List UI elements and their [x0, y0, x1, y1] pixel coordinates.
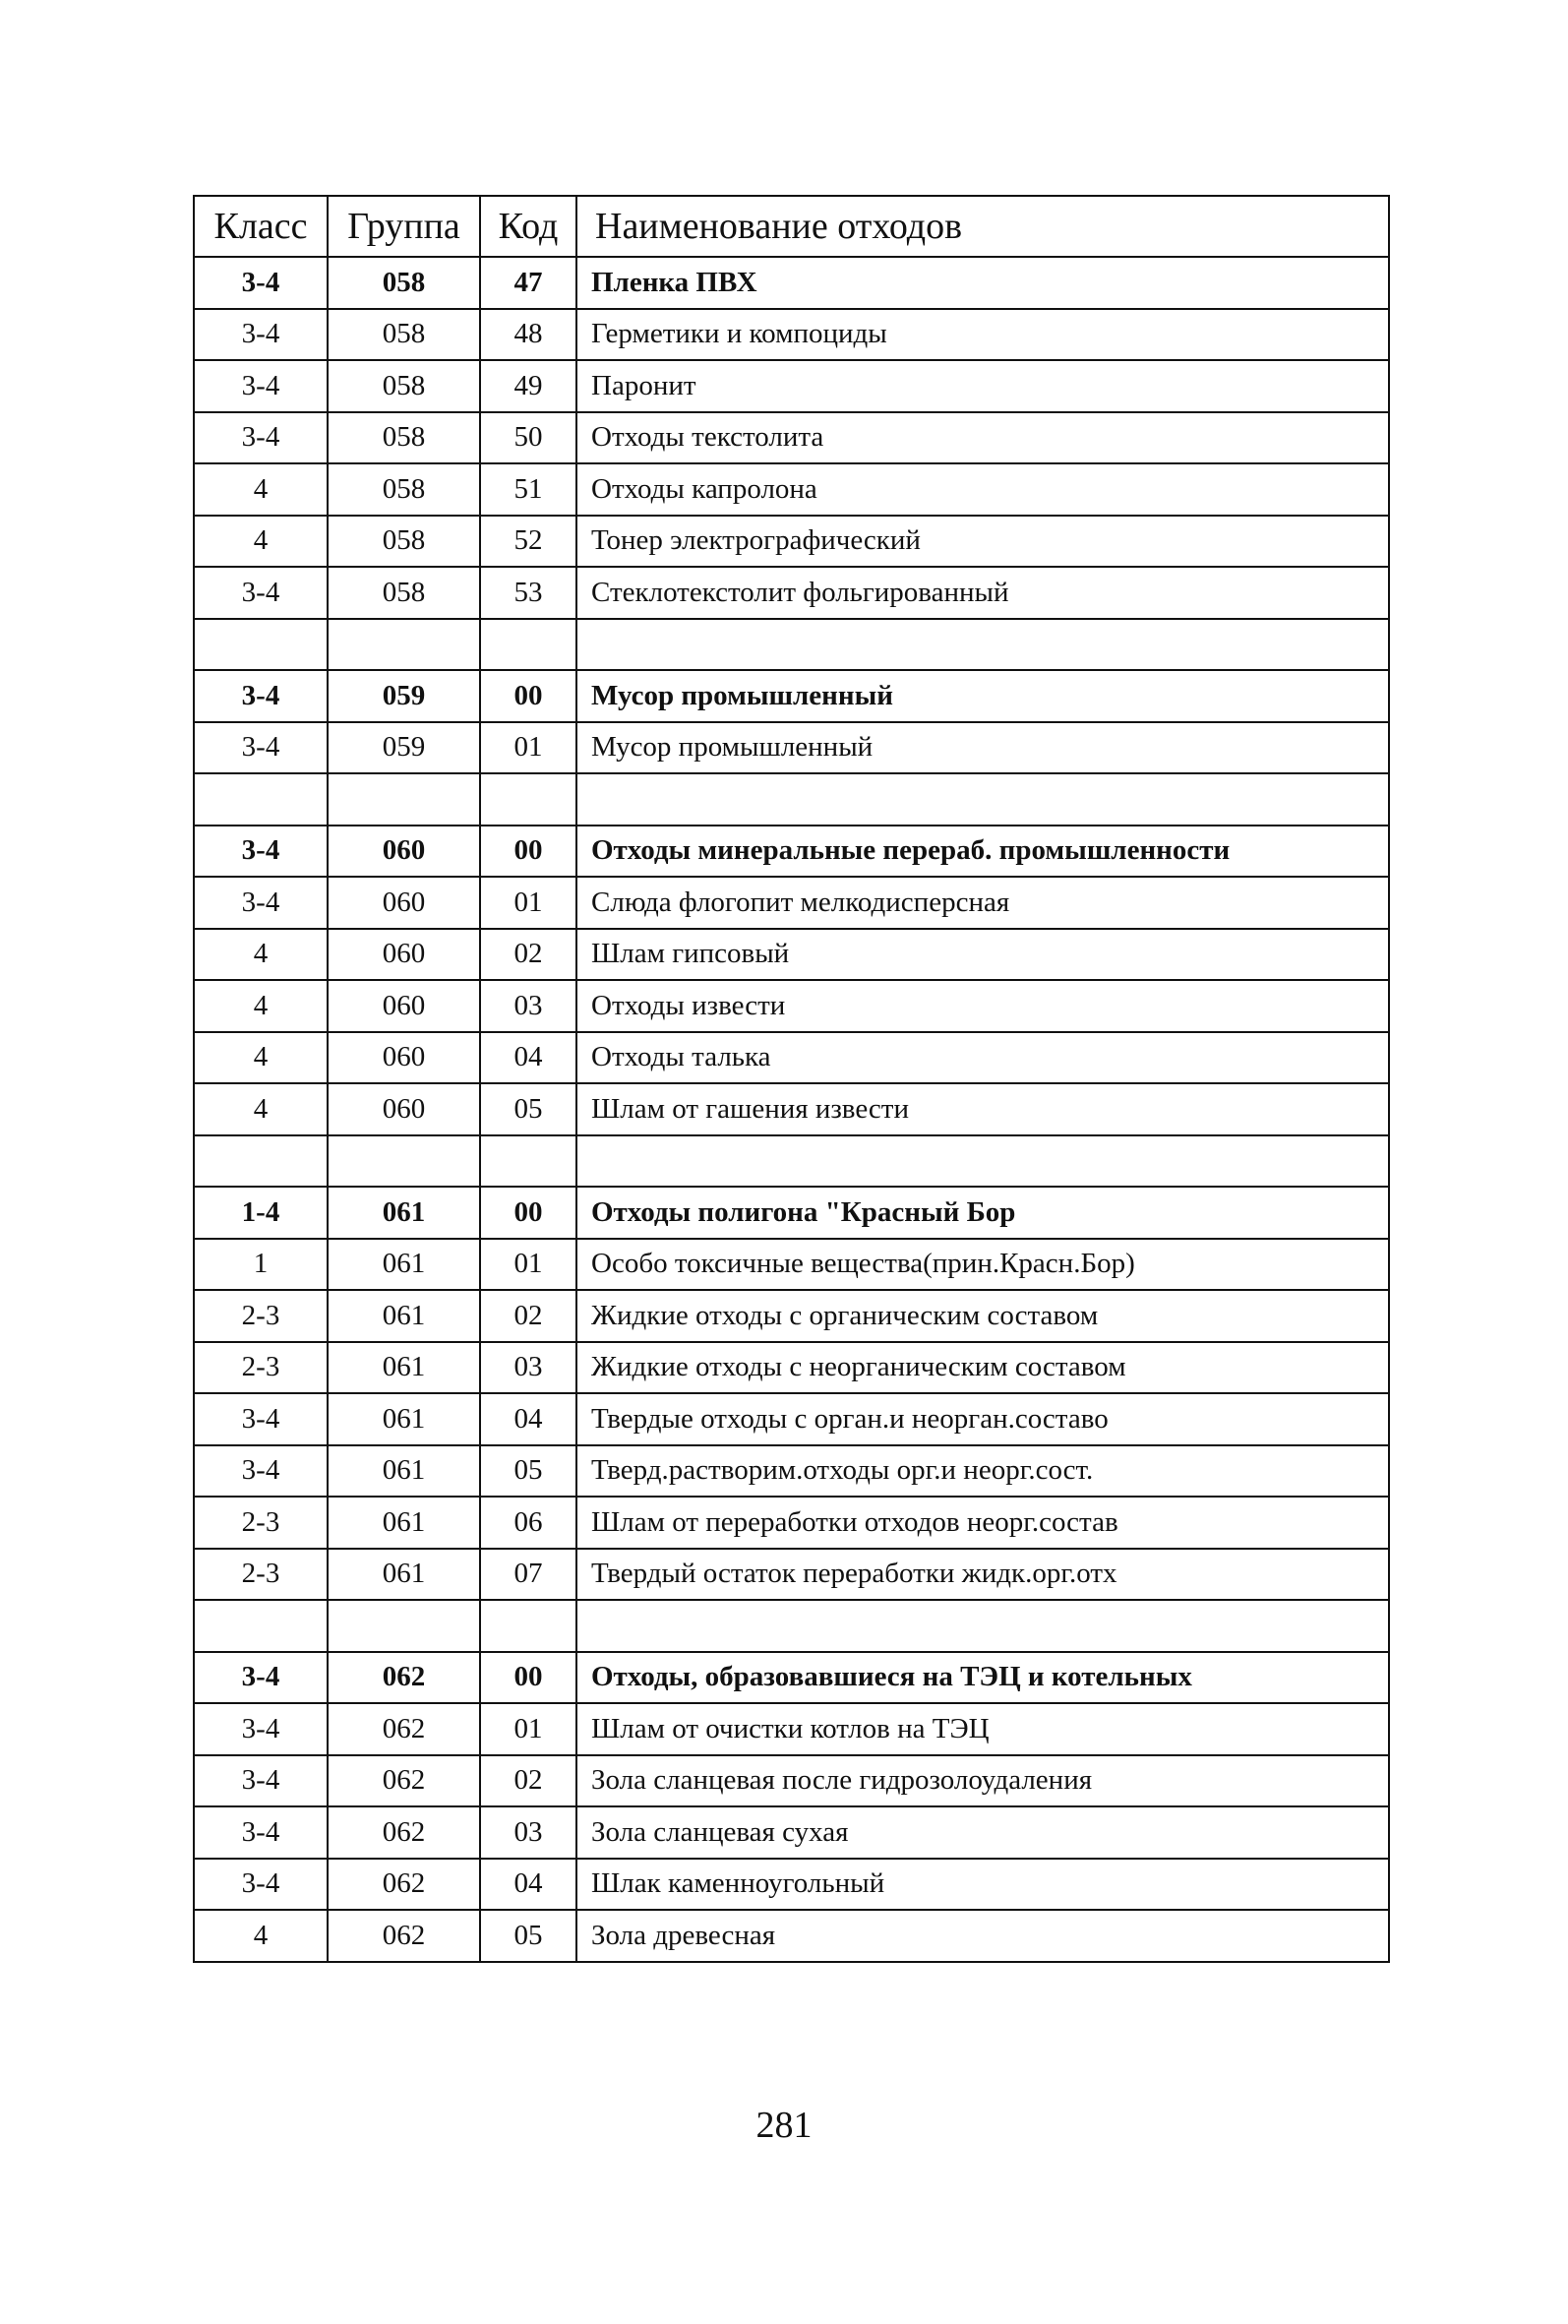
table-row: [194, 877, 1389, 929]
cell-name: Жидкие отходы с неорганическим составом: [576, 1342, 1389, 1394]
cell-code: 51: [480, 463, 576, 516]
cell-name: Шлам от очистки котлов на ТЭЦ: [576, 1703, 1389, 1755]
cell-code: 52: [480, 516, 576, 568]
table-row: [194, 412, 1389, 464]
cell-name: Мусор промышленный: [576, 670, 1389, 722]
table-row: [194, 929, 1389, 981]
cell-name: Шлам гипсовый: [576, 929, 1389, 981]
page-number: 281: [755, 2105, 813, 2146]
cell-group: 062: [328, 1806, 480, 1859]
cell-group: 061: [328, 1445, 480, 1498]
cell-class: 1: [194, 1239, 328, 1291]
cell-class: 3-4: [194, 1755, 328, 1807]
cell-class: 3-4: [194, 1393, 328, 1445]
cell-code: 04: [480, 1393, 576, 1445]
table-row: [194, 826, 1389, 878]
header-code: Код: [480, 196, 576, 257]
table-row: [194, 1445, 1389, 1498]
table-row: [194, 1135, 1389, 1188]
cell-code: 00: [480, 1652, 576, 1704]
cell-class: 2-3: [194, 1290, 328, 1342]
cell-name: [576, 1600, 1389, 1652]
cell-code: 02: [480, 1290, 576, 1342]
cell-name: Зола древесная: [576, 1910, 1389, 1962]
table-header: [194, 196, 1389, 257]
cell-code: 06: [480, 1497, 576, 1549]
cell-class: 3-4: [194, 567, 328, 619]
cell-code: 48: [480, 309, 576, 361]
cell-class: 3-4: [194, 1806, 328, 1859]
cell-class: 4: [194, 1032, 328, 1084]
cell-group: [328, 1135, 480, 1188]
cell-name: Паронит: [576, 360, 1389, 412]
header-name: Наименование отходов: [576, 196, 1389, 257]
cell-name: Тонер электрографический: [576, 516, 1389, 568]
cell-code: 05: [480, 1445, 576, 1498]
cell-name: Пленка ПВХ: [576, 257, 1389, 309]
cell-class: [194, 773, 328, 826]
cell-group: [328, 619, 480, 671]
cell-class: 3-4: [194, 670, 328, 722]
cell-name: Отходы текстолита: [576, 412, 1389, 464]
cell-class: 3-4: [194, 309, 328, 361]
cell-name: Отходы, образовавшиеся на ТЭЦ и котельных: [576, 1652, 1389, 1704]
cell-code: 05: [480, 1083, 576, 1135]
table-row: [194, 619, 1389, 671]
header-class: Класс: [194, 196, 328, 257]
cell-code: 07: [480, 1549, 576, 1601]
table-body: [194, 257, 1389, 1962]
cell-code: 03: [480, 1342, 576, 1394]
table-row: [194, 1859, 1389, 1911]
cell-group: 060: [328, 1083, 480, 1135]
cell-group: 058: [328, 567, 480, 619]
cell-group: [328, 1600, 480, 1652]
cell-class: [194, 619, 328, 671]
cell-class: 4: [194, 1910, 328, 1962]
cell-group: 062: [328, 1703, 480, 1755]
cell-class: 4: [194, 516, 328, 568]
cell-class: 4: [194, 463, 328, 516]
cell-code: [480, 619, 576, 671]
table-row: [194, 980, 1389, 1032]
cell-group: 062: [328, 1652, 480, 1704]
cell-code: 02: [480, 1755, 576, 1807]
cell-class: 3-4: [194, 1445, 328, 1498]
cell-code: 01: [480, 1239, 576, 1291]
cell-name: Жидкие отходы с органическим составом: [576, 1290, 1389, 1342]
table-row: [194, 360, 1389, 412]
cell-group: 060: [328, 826, 480, 878]
table-row: [194, 463, 1389, 516]
cell-name: Стеклотекстолит фольгированный: [576, 567, 1389, 619]
cell-class: 4: [194, 1083, 328, 1135]
cell-code: 01: [480, 722, 576, 774]
cell-name: Отходы капролона: [576, 463, 1389, 516]
cell-class: 3-4: [194, 1652, 328, 1704]
cell-group: 060: [328, 929, 480, 981]
cell-name: Зола сланцевая сухая: [576, 1806, 1389, 1859]
cell-class: 4: [194, 980, 328, 1032]
cell-code: 53: [480, 567, 576, 619]
cell-name: Шлак каменноугольный: [576, 1859, 1389, 1911]
cell-class: 1-4: [194, 1187, 328, 1239]
cell-group: 061: [328, 1290, 480, 1342]
cell-class: 3-4: [194, 826, 328, 878]
cell-class: 3-4: [194, 722, 328, 774]
cell-name: Шлам от гашения извести: [576, 1083, 1389, 1135]
cell-group: 061: [328, 1187, 480, 1239]
cell-class: [194, 1600, 328, 1652]
cell-group: 062: [328, 1910, 480, 1962]
cell-group: 059: [328, 722, 480, 774]
cell-code: 03: [480, 980, 576, 1032]
cell-code: 49: [480, 360, 576, 412]
cell-name: Твердые отходы с орган.и неорган.составо: [576, 1393, 1389, 1445]
cell-name: Зола сланцевая после гидрозолоудаления: [576, 1755, 1389, 1807]
table-row: [194, 1290, 1389, 1342]
cell-group: 058: [328, 309, 480, 361]
table-row: [194, 1342, 1389, 1394]
cell-class: 3-4: [194, 257, 328, 309]
table-row: [194, 1755, 1389, 1807]
table-row: [194, 1187, 1389, 1239]
table-row: [194, 670, 1389, 722]
cell-group: 060: [328, 1032, 480, 1084]
table-row: [194, 1703, 1389, 1755]
table-row: [194, 567, 1389, 619]
cell-name: Твердый остаток переработки жидк.орг.отх: [576, 1549, 1389, 1601]
cell-code: 03: [480, 1806, 576, 1859]
table-row: [194, 1393, 1389, 1445]
table-row: [194, 1032, 1389, 1084]
cell-group: 060: [328, 980, 480, 1032]
cell-group: 060: [328, 877, 480, 929]
cell-group: 061: [328, 1342, 480, 1394]
table-row: [194, 1083, 1389, 1135]
cell-code: [480, 1135, 576, 1188]
cell-code: 47: [480, 257, 576, 309]
table-row: [194, 773, 1389, 826]
cell-name: [576, 773, 1389, 826]
cell-group: 058: [328, 360, 480, 412]
cell-group: 058: [328, 257, 480, 309]
cell-code: 04: [480, 1032, 576, 1084]
table-row: [194, 516, 1389, 568]
table-row: [194, 1600, 1389, 1652]
cell-code: 00: [480, 670, 576, 722]
cell-name: Отходы талька: [576, 1032, 1389, 1084]
cell-code: 00: [480, 1187, 576, 1239]
cell-code: 05: [480, 1910, 576, 1962]
cell-class: [194, 1135, 328, 1188]
cell-name: Отходы извести: [576, 980, 1389, 1032]
cell-name: Герметики и компоциды: [576, 309, 1389, 361]
cell-code: 01: [480, 877, 576, 929]
cell-group: 062: [328, 1755, 480, 1807]
cell-group: 061: [328, 1497, 480, 1549]
cell-name: Тверд.растворим.отходы орг.и неорг.сост.: [576, 1445, 1389, 1498]
cell-name: Мусор промышленный: [576, 722, 1389, 774]
cell-group: 059: [328, 670, 480, 722]
table-row: [194, 1910, 1389, 1962]
cell-code: 04: [480, 1859, 576, 1911]
cell-name: Слюда флогопит мелкодисперсная: [576, 877, 1389, 929]
table-row: [194, 1806, 1389, 1859]
cell-name: Отходы полигона "Красный Бор: [576, 1187, 1389, 1239]
cell-group: [328, 773, 480, 826]
cell-group: 058: [328, 412, 480, 464]
cell-class: 3-4: [194, 877, 328, 929]
header-row: [194, 196, 1389, 257]
table-row: [194, 257, 1389, 309]
cell-class: 2-3: [194, 1342, 328, 1394]
cell-class: 3-4: [194, 1703, 328, 1755]
cell-class: 2-3: [194, 1497, 328, 1549]
cell-group: 061: [328, 1393, 480, 1445]
cell-name: Отходы минеральные перераб. промышленности: [576, 826, 1389, 878]
cell-class: 3-4: [194, 412, 328, 464]
cell-code: [480, 773, 576, 826]
cell-name: Особо токсичные вещества(прин.Красн.Бор): [576, 1239, 1389, 1291]
header-group: Группа: [328, 196, 480, 257]
cell-group: 058: [328, 516, 480, 568]
cell-code: 01: [480, 1703, 576, 1755]
cell-code: 50: [480, 412, 576, 464]
cell-group: 062: [328, 1859, 480, 1911]
cell-code: 02: [480, 929, 576, 981]
cell-name: [576, 619, 1389, 671]
cell-group: 058: [328, 463, 480, 516]
table-row: [194, 1549, 1389, 1601]
table-row: [194, 309, 1389, 361]
cell-group: 061: [328, 1549, 480, 1601]
cell-code: [480, 1600, 576, 1652]
cell-class: 3-4: [194, 1859, 328, 1911]
waste-classification-table: [193, 195, 1390, 1963]
cell-name: Шлам от переработки отходов неорг.состав: [576, 1497, 1389, 1549]
table-row: [194, 1239, 1389, 1291]
cell-group: 061: [328, 1239, 480, 1291]
table-row: [194, 1652, 1389, 1704]
table-row: [194, 1497, 1389, 1549]
cell-name: [576, 1135, 1389, 1188]
table-row: [194, 722, 1389, 774]
cell-class: 2-3: [194, 1549, 328, 1601]
cell-class: 3-4: [194, 360, 328, 412]
cell-code: 00: [480, 826, 576, 878]
cell-class: 4: [194, 929, 328, 981]
